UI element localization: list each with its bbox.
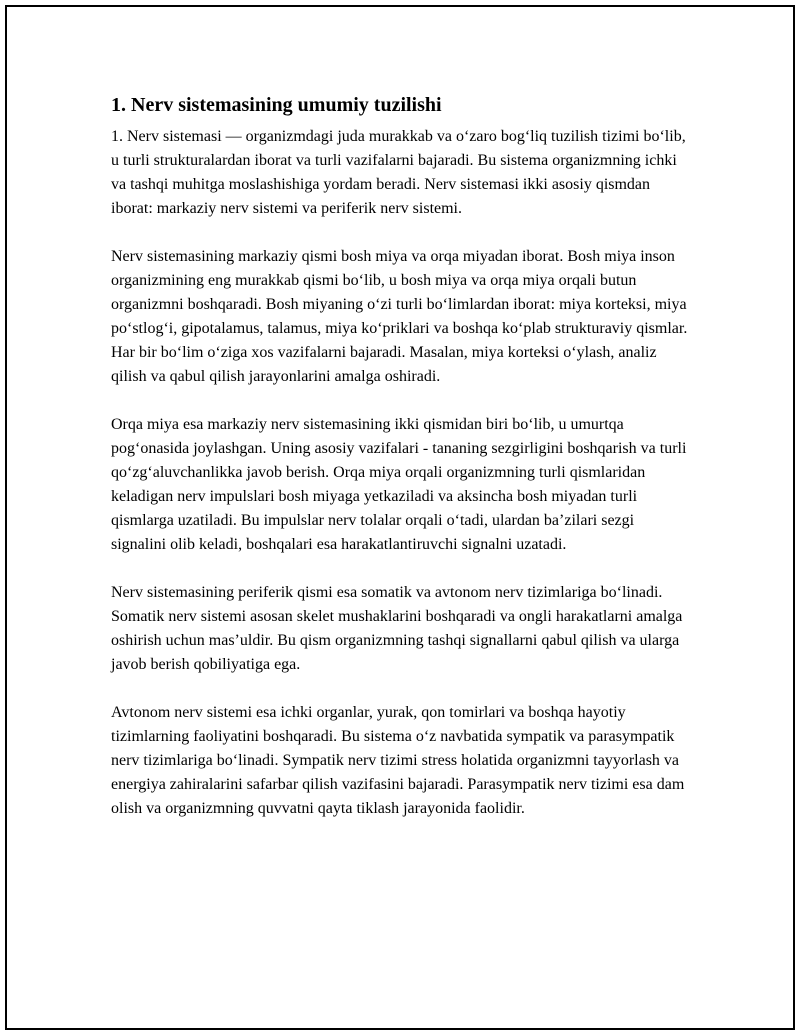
paragraph-intro: 1. Nerv sistemasi — organizmdagi juda murakkab va o‘zaro bog‘liq tuzilish tizimi bo‘lib, u turli strukturalardan iborat va turli vazifalarni bajaradi. Bu sistema organizmning ichki va tashqi muhitga moslashishiga yordam beradi. Nerv sistemasi ikki asosiy qismdan iborat: markaziy nerv sistemi va periferik nerv sistemi.	[111, 128, 686, 217]
paragraph-peripheral: Nerv sistemasining periferik qismi esa somatik va avtonom nerv tizimlariga bo‘linadi. Somatik nerv sistemi asosan skelet mushaklarini boshqaradi va ongli harakatlarni amalga oshirish uchun mas’uldir. Bu qism organizmning tashqi signallarni qabul qilish va ularga javob berish qobiliyatiga ega.	[111, 584, 683, 673]
document-body	[111, 85, 691, 845]
page-title: 1. Nerv sistemasining umumiy tuzilishi	[111, 94, 442, 116]
paragraph-central-brain: Nerv sistemasining markaziy qismi bosh miya va orqa miyadan iborat. Bosh miya inson organizmining eng murakkab qismi bo‘lib, u bosh miya va orqa miya orqali butun organizmni boshqaradi. Bosh miyaning o‘zi turli bo‘limlardan iborat: miya korteksi, miya po‘stlog‘i, gipotalamus, talamus, miya ko‘priklari va boshqa ko‘plab strukturaviy qismlar. Har bir bo‘lim o‘ziga xos vazifalarni bajaradi. Masalan, miya korteksi o‘ylash, analiz qilish va qabul qilish jarayonlarini amalga oshiradi.	[111, 248, 688, 385]
paragraph-autonomic: Avtonom nerv sistemi esa ichki organlar, yurak, qon tomirlari va boshqa hayotiy tizimlarning faoliyatini boshqaradi. Bu sistema o‘z navbatida sympatik va parasympatik nerv tizimlariga bo‘linadi. Sympatik nerv tizimi stress holatida organizmni tayyorlash va energiya zahiralarini safarbar qilish vazifasini bajaradi. Parasympatik nerv tizimi esa dam olish va organizmning quvvatni qayta tiklash jarayonida faolidir.	[111, 704, 685, 817]
paragraph-spinal-cord: Orqa miya esa markaziy nerv sistemasining ikki qismidan biri bo‘lib, u umurtqa pog‘onasida joylashgan. Uning asosiy vazifalari - tananing sezgirligini boshqarish va turli qo‘zg‘aluvchanlikka javob berish. Orqa miya orqali organizmning turli qismlaridan keladigan nerv impulslari bosh miyaga yetkaziladi va aksincha bosh miyadan turli qismlarga uzatiladi. Bu impulslar nerv tolalar orqali o‘tadi, ulardan ba’zilari sezgi signalini olib keladi, boshqalari esa harakatlantiruvchi signalni uzatadi.	[111, 416, 687, 553]
